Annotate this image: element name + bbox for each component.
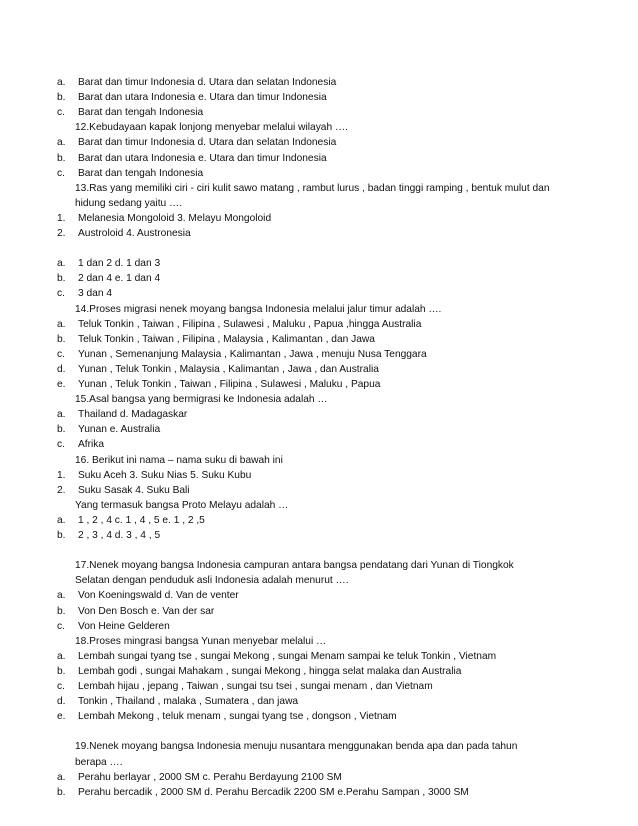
option-text: Von Den Bosch e. Van der sar [78, 605, 215, 617]
option-text: Melanesia Mongoloid 3. Melayu Mongoloid [78, 212, 272, 224]
option-text: Tonkin , Thailand , malaka , Sumatera , dan jawa [78, 696, 299, 708]
option-marker: 1. [57, 469, 66, 481]
option-marker: a. [57, 514, 66, 526]
option-marker: c. [57, 439, 65, 451]
question-text: 19.Nenek moyang bangsa Indonesia menuju nusantara menggunakan benda apa dan pada tahun [75, 741, 518, 753]
option-marker: a. [57, 258, 66, 270]
option-text: Barat dan tengah Indonesia [78, 107, 204, 119]
option-text: Barat dan utara Indonesia e. Utara dan timur Indonesia [78, 152, 327, 164]
option-marker: b. [57, 605, 66, 617]
option-marker: b. [57, 786, 66, 798]
option-text: Von Koeningswald d. Van de venter [78, 590, 239, 602]
question-text: 14.Proses migrasi nenek moyang bangsa Indonesia melalui jalur timur adalah …. [75, 303, 442, 315]
option-text: Yunan , Teluk Tonkin , Malaysia , Kalimantan , Jawa , dan Australia [78, 363, 379, 375]
question-text: berapa …. [75, 756, 123, 768]
question-text: hidung sedang yaitu …. [75, 197, 183, 209]
option-text: Yunan e. Australia [78, 424, 161, 436]
option-marker: a. [57, 137, 66, 149]
option-text: Lembah sungai tyang tse , sungai Mekong , sungai Menam sampai ke teluk Tonkin , Vietnam [78, 650, 497, 662]
option-marker: a. [57, 650, 66, 662]
option-marker: e. [57, 711, 66, 723]
option-text: Lembah godi , sungai Mahakam , sungai Mekong , hingga selat malaka dan Australia [78, 665, 462, 677]
option-marker: b. [57, 424, 66, 436]
option-text: 1 , 2 , 4 c. 1 , 4 , 5 e. 1 , 2 ,5 [78, 514, 205, 526]
option-marker: c. [57, 348, 65, 360]
option-marker: 1. [57, 212, 66, 224]
question-text: 12.Kebudayaan kapak lonjong menyebar melalui wilayah …. [75, 122, 348, 134]
question-text: 17.Nenek moyang bangsa Indonesia campuran antara bangsa pendatang dari Yunan di Tiongkok [75, 560, 514, 572]
option-text: Suku Aceh 3. Suku Nias 5. Suku Kubu [78, 469, 252, 481]
option-marker: 2. [57, 484, 66, 496]
option-marker: c. [57, 620, 65, 632]
option-text: Von Heine Gelderen [78, 620, 170, 632]
option-marker: a. [57, 771, 66, 783]
option-text: Perahu berlayar , 2000 SM c. Perahu Berdayung 2100 SM [78, 771, 342, 783]
option-text: Barat dan timur Indonesia d. Utara dan selatan Indonesia [78, 77, 337, 88]
option-marker: c. [57, 107, 65, 119]
option-marker: e. [57, 379, 66, 390]
option-marker: b. [57, 92, 66, 104]
question-text: Yang termasuk bangsa Proto Melayu adalah … [75, 499, 289, 511]
option-text: Yunan , Teluk Tonkin , Taiwan , Filipina , Sulawesi , Maluku , Papua [78, 379, 381, 390]
option-text: Yunan , Semenanjung Malaysia , Kalimantan , Jawa , menuju Nusa Tenggara [78, 348, 427, 360]
option-text: Teluk Tonkin , Taiwan , Filipina , Malaysia , Kalimantan , dan Jawa [78, 333, 375, 345]
option-text: Suku Sasak 4. Suku Bali [78, 484, 190, 496]
option-text: 2 , 3 , 4 d. 3 , 4 , 5 [78, 530, 161, 541]
option-text: 3 dan 4 [78, 288, 112, 300]
option-marker: b. [57, 333, 66, 345]
option-marker: b. [57, 665, 66, 677]
question-text: 13.Ras yang memiliki ciri - ciri kulit sawo matang , rambut lurus , badan tinggi ramping , bentuk mulut dan [75, 182, 550, 194]
option-marker: b. [57, 152, 66, 164]
option-marker: a. [57, 318, 66, 330]
option-marker: 2. [57, 228, 66, 239]
option-marker: a. [57, 409, 66, 421]
option-marker: b. [57, 530, 66, 541]
option-marker: a. [57, 590, 66, 602]
option-text: Thailand d. Madagaskar [78, 409, 188, 421]
option-text: Lembah hijau , jepang , Taiwan , sungai tsu tsei , sungai menam , dan Vietnam [78, 681, 433, 692]
question-text: 15.Asal bangsa yang bermigrasi ke Indonesia adalah … [75, 394, 328, 406]
option-text: Perahu bercadik , 2000 SM d. Perahu Bercadik 2200 SM e.Perahu Sampan , 3000 SM [78, 786, 469, 798]
option-text: Afrika [78, 439, 105, 451]
option-marker: c. [57, 681, 65, 692]
option-text: Barat dan timur Indonesia d. Utara dan selatan Indonesia [78, 137, 337, 149]
option-text: Lembah Mekong , teluk menam , sungai tyang tse , dongson , Vietnam [78, 711, 397, 723]
question-text: Selatan dengan penduduk asli Indonesia adalah menurut …. [75, 575, 349, 587]
question-text: 16. Berikut ini nama – nama suku di bawah ini [75, 454, 283, 466]
option-text: Teluk Tonkin , Taiwan , Filipina , Sulawesi , Maluku , Papua ,hingga Australia [78, 318, 422, 330]
option-marker: d. [57, 363, 66, 375]
option-marker: c. [57, 288, 65, 300]
option-text: Austroloid 4. Austronesia [78, 228, 191, 239]
option-text: Barat dan utara Indonesia e. Utara dan timur Indonesia [78, 92, 327, 104]
option-text: Barat dan tengah Indonesia [78, 167, 204, 179]
option-marker: d. [57, 696, 66, 708]
option-text: 1 dan 2 d. 1 dan 3 [78, 258, 161, 270]
question-text: 18.Proses mingrasi bangsa Yunan menyebar melalui … [75, 635, 327, 647]
option-marker: c. [57, 167, 65, 179]
option-marker: a. [57, 77, 66, 88]
option-text: 2 dan 4 e. 1 dan 4 [78, 273, 161, 285]
option-marker: b. [57, 273, 66, 285]
